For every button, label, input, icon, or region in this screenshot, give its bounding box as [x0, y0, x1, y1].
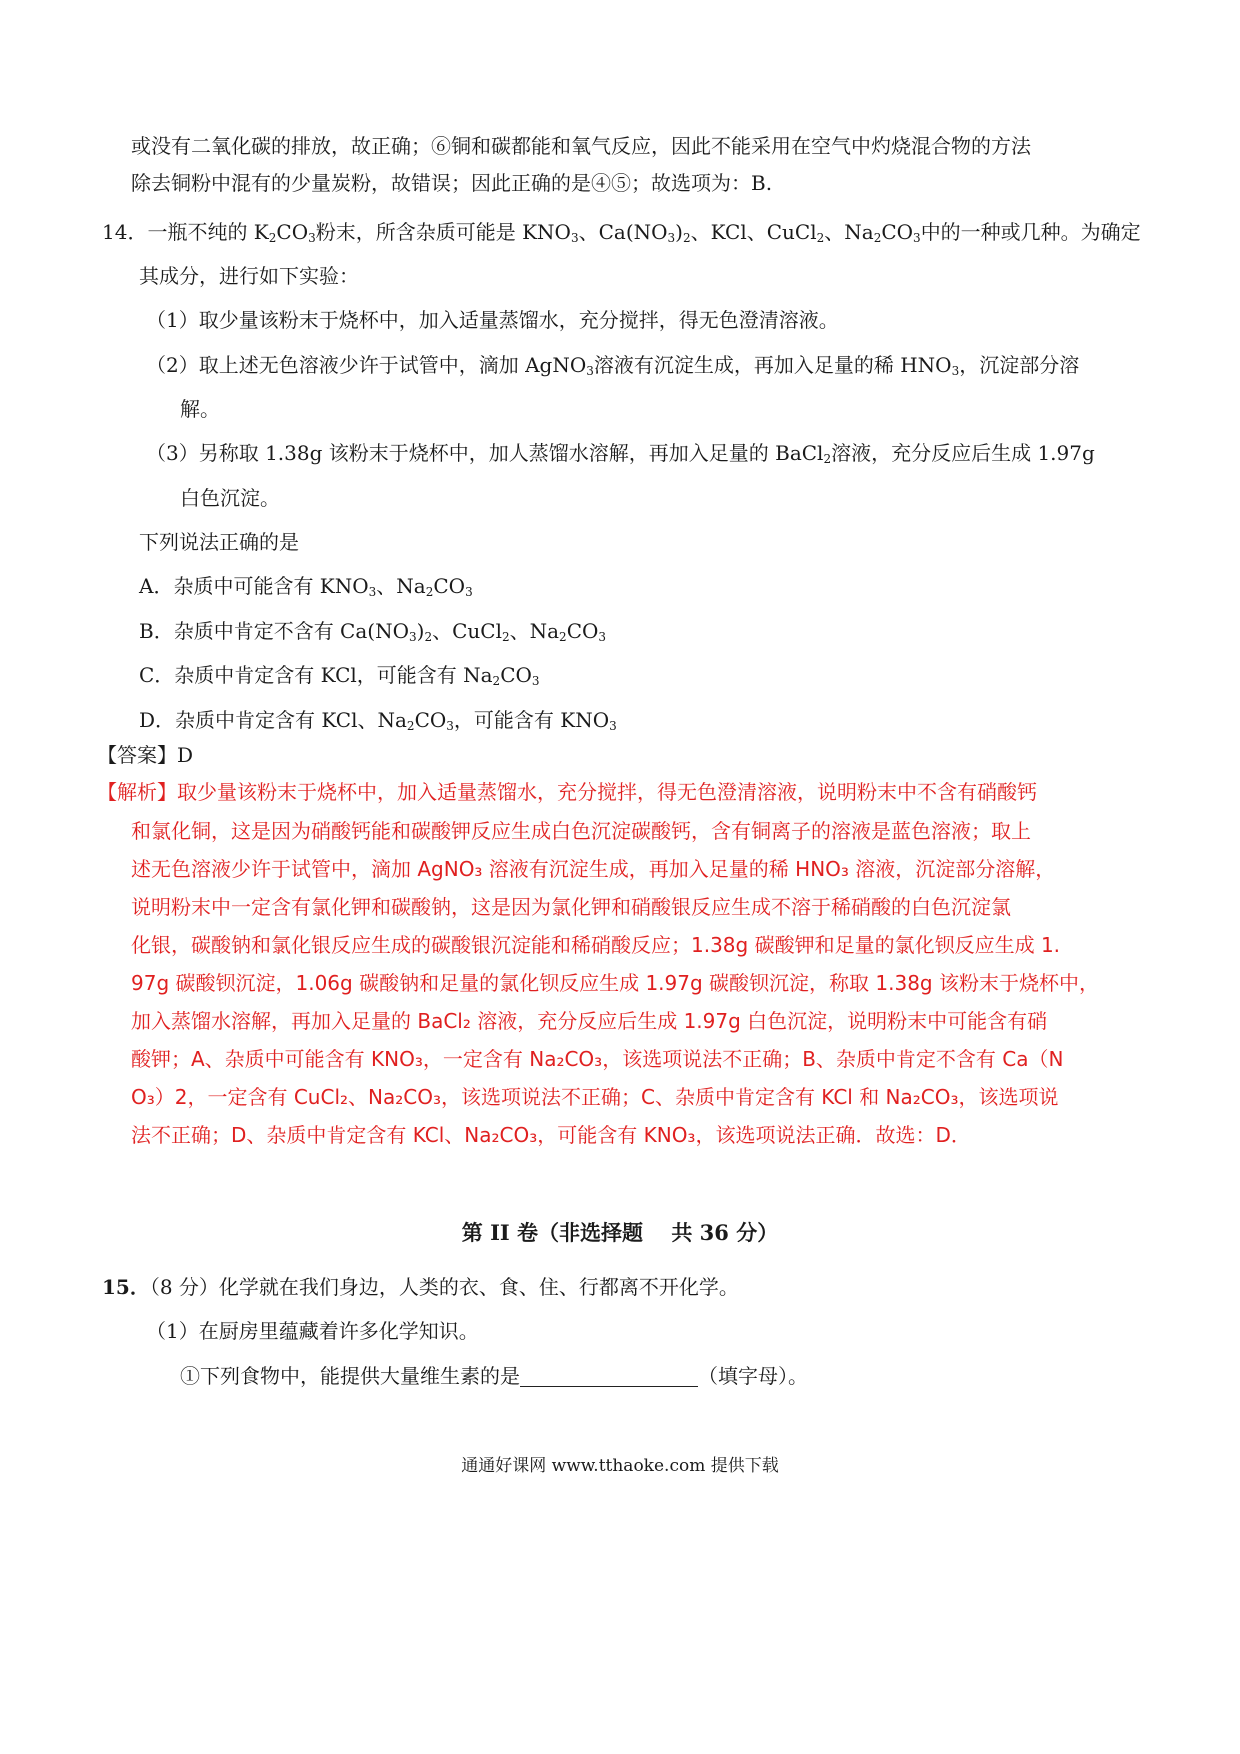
subscript: 3	[951, 364, 960, 378]
analysis-line: 酸钾；A、杂质中可能含有 KNO₃，一定含有 Na₂CO₃，该选项说法不正确；B、杂质中肯定不含有 Ca（N	[131, 1047, 1064, 1071]
exp-text: （3）另称取 1.38g 该粉末于烧杯中，加人蒸馏水溶解，再加入足量的 BaCl	[146, 441, 824, 465]
q14-experiment-3	[146, 439, 1095, 473]
subscript: 3	[667, 231, 676, 245]
subscript: 3	[598, 630, 607, 644]
q14-experiment-3-cont: 白色沉淀。	[180, 486, 280, 510]
q14-experiment-1: （1）取少量该粉末于烧杯中，加入适量蒸馏水，充分搅拌，得无色澄清溶液。	[146, 308, 839, 332]
exp-text: 溶液有沉淀生成，再加入足量的稀 HNO	[593, 353, 952, 377]
q15-stem	[102, 1273, 739, 1301]
subscript: 3	[465, 585, 473, 599]
stem-text: )	[675, 220, 683, 244]
subscript: 2	[492, 674, 501, 688]
analysis-line: O₃）2，一定含有 CuCl₂、Na₂CO₃，该选项说法不正确；C、杂质中肯定含有 KCl 和 Na₂CO₃，该选项说	[131, 1085, 1059, 1109]
analysis-line	[97, 778, 1037, 806]
answer-blank[interactable]	[520, 1366, 698, 1387]
option-text: 、Na	[509, 619, 560, 643]
q13-text-line-2: 除去铜粉中混有的少量炭粉，故错误；因此正确的是④⑤；故选项为：B.	[131, 171, 773, 195]
option-text: 、CuCl	[432, 619, 502, 643]
subscript: 2	[823, 452, 832, 466]
question-number: 14．	[102, 220, 148, 244]
option-text: C．杂质中肯定含有 KCl，可能含有 Na	[139, 663, 493, 687]
stem-text: 、Na	[824, 220, 874, 244]
section-title: 第 II 卷（非选择题 共 36 分）	[461, 1220, 779, 1245]
option-d	[139, 706, 617, 740]
analysis-line: 加入蒸馏水溶解，再加入足量的 BaCl₂ 溶液，充分反应后生成 1.97g 白色沉淀，说明粉末中可能含有硝	[131, 1009, 1048, 1033]
option-text: CO	[566, 619, 599, 643]
subscript: 2	[268, 231, 277, 245]
q15-sub-question-1	[180, 1362, 808, 1390]
q14-experiment-2-cont: 解。	[180, 397, 220, 421]
exp-text: ，沉淀部分溶	[959, 353, 1080, 377]
subscript: 3	[368, 585, 377, 599]
subscript: 3	[586, 364, 594, 378]
exp-text: 溶液，充分反应后生成 1.97g	[831, 441, 1095, 465]
sub-question-text: ①下列食物中，能提供大量维生素的是	[180, 1364, 520, 1388]
subscript: 2	[424, 630, 433, 644]
option-text: CO	[500, 663, 532, 687]
option-text: CO	[433, 574, 466, 598]
option-text: CO	[414, 708, 447, 732]
subscript: 2	[406, 719, 415, 733]
option-text: A．杂质中可能含有 KNO	[139, 574, 369, 598]
analysis-line: 化银，碳酸钠和氯化银反应生成的碳酸银沉淀能和稀硝酸反应；1.38g 碳酸钾和足量的氯化钡反应生成 1.	[131, 933, 1061, 957]
analysis-line: 和氯化铜，这是因为硝酸钙能和碳酸钾反应生成白色沉淀碳酸钙，含有铜离子的溶液是蓝色溶液；取上	[131, 819, 1031, 843]
stem-text: 一瓶不纯的 K	[147, 220, 269, 244]
analysis-line: 说明粉末中一定含有氯化钾和碳酸钠，这是因为氯化钾和硝酸银反应生成不溶于稀硝酸的白色沉淀氯	[131, 895, 1011, 919]
subscript: 3	[446, 719, 454, 733]
footer-text: 通通好课网 www.tthaoke.com 提供下载	[461, 1456, 779, 1476]
stem-text: 、KCl、CuCl	[690, 220, 817, 244]
analysis-line: 法不正确；D、杂质中肯定含有 KCl、Na₂CO₃，可能含有 KNO₃，该选项说法正确．故选：D．	[131, 1123, 971, 1147]
subscript: 2	[873, 231, 882, 245]
subscript: 3	[609, 719, 617, 733]
stem-text: 中的一种或几种。为确定	[920, 220, 1141, 244]
option-c	[139, 661, 540, 695]
q15-part-1: （1）在厨房里蕴藏着许多化学知识。	[146, 1319, 479, 1343]
subscript: 2	[559, 630, 567, 644]
subscript: 2	[425, 585, 434, 599]
stem-text: CO	[881, 220, 914, 244]
question-number: 15．	[102, 1275, 150, 1299]
answer	[97, 741, 193, 769]
answer-label: 【答案】	[97, 743, 177, 767]
q13-text-line-1: 或没有二氧化碳的排放，故正确；⑥铜和碳都能和氧气反应，因此不能采用在空气中灼烧混合物的方法	[131, 134, 1031, 158]
analysis-line: 97g 碳酸钡沉淀，1.06g 碳酸钠和足量的氯化钡反应生成 1.97g 碳酸钡沉淀，称取 1.38g 该粉末于烧杯中，	[131, 971, 1099, 995]
subscript: 3	[531, 674, 540, 688]
subscript: 3	[570, 231, 579, 245]
option-text: ，可能含有 KNO	[453, 708, 610, 732]
exp-text: （2）取上述无色溶液少许于试管中，滴加 AgNO	[146, 353, 587, 377]
option-text: D．杂质中肯定含有 KCl、Na	[139, 708, 407, 732]
option-text: 、Na	[376, 574, 426, 598]
analysis-label: 【解析】	[97, 780, 177, 804]
sub-question-hint: （填字母）。	[698, 1364, 808, 1388]
subscript: 3	[408, 630, 417, 644]
analysis-text: 取少量该粉末于烧杯中，加入适量蒸馏水，充分搅拌，得无色澄清溶液，说明粉末中不含有硝酸钙	[177, 780, 1037, 804]
stem-text: 、Ca(NO	[578, 220, 668, 244]
option-a	[139, 572, 473, 606]
option-b	[139, 617, 606, 651]
stem-text: CO	[276, 220, 309, 244]
q14-prompt: 下列说法正确的是	[139, 530, 299, 554]
q14-experiment-2	[146, 351, 1079, 385]
subscript: 2	[682, 231, 691, 245]
subscript: 2	[816, 231, 825, 245]
analysis-line: 述无色溶液少许于试管中，滴加 AgNO₃ 溶液有沉淀生成，再加入足量的稀 HNO₃ 溶液，沉淀部分溶解，	[131, 857, 1056, 881]
stem-text: （8 分）化学就在我们身边，人类的衣、食、住、行都离不开化学。	[149, 1275, 739, 1299]
q14-stem-line-2: 其成分，进行如下实验：	[139, 264, 359, 288]
stem-text: 粉末，所含杂质可能是 KNO	[315, 220, 571, 244]
subscript: 3	[308, 231, 316, 245]
subscript: 3	[913, 231, 921, 245]
option-text: )	[416, 619, 425, 643]
subscript: 2	[501, 630, 510, 644]
answer-value: D	[177, 743, 194, 767]
q14-stem-line-1	[102, 218, 1141, 252]
option-text: B．杂质中肯定不含有 Ca(NO	[139, 619, 409, 643]
